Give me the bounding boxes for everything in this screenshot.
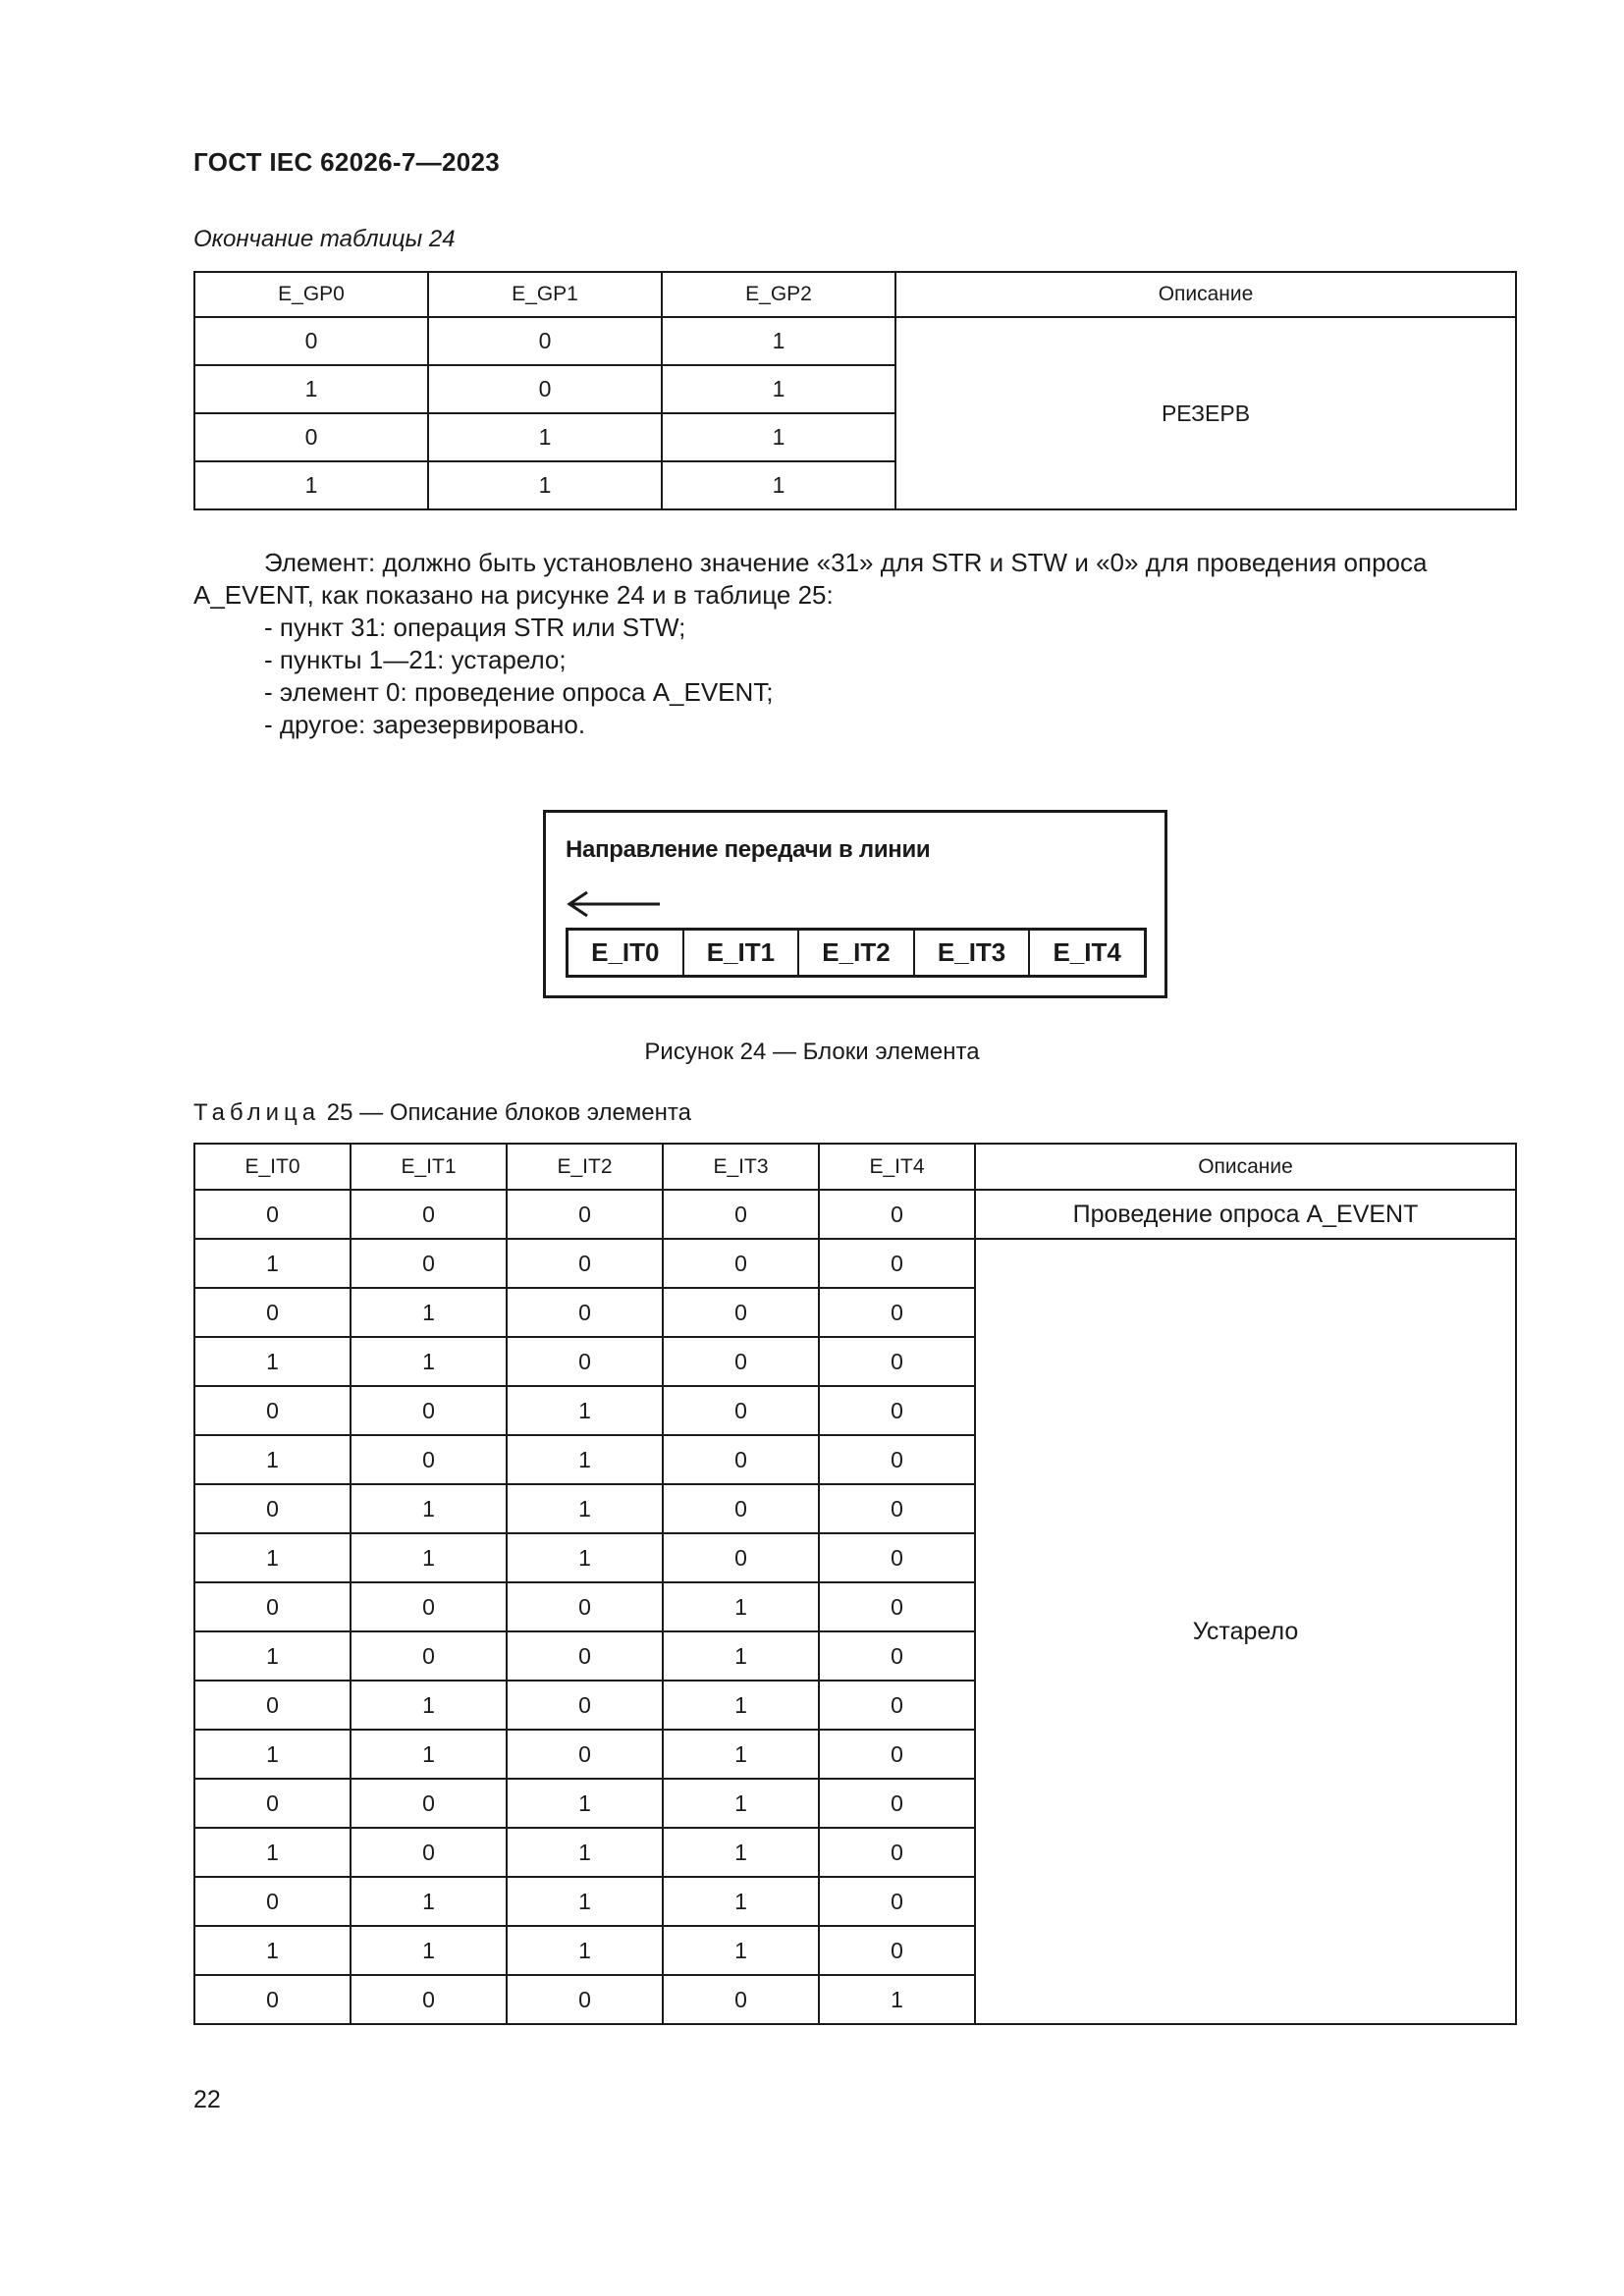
table-25-header-cell: E_IT1 <box>351 1144 507 1190</box>
table-cell: 1 <box>351 1288 507 1337</box>
table-cell: 1 <box>662 461 895 509</box>
table-25-header-cell: E_IT4 <box>819 1144 975 1190</box>
table-row <box>194 1190 1516 1239</box>
table-cell: 0 <box>819 1582 975 1631</box>
table-25-description-cell: Устарело <box>975 1239 1516 2024</box>
figure-24-title: Направление передачи в линии <box>566 836 931 863</box>
table-cell: 0 <box>663 1484 819 1533</box>
table-cell: 1 <box>194 1239 351 1288</box>
left-arrow-icon <box>566 889 664 919</box>
element-block: E_IT1 <box>682 931 798 975</box>
table-25-caption <box>193 1099 691 1127</box>
table-cell: 0 <box>507 1975 663 2024</box>
table-cell: 1 <box>351 1877 507 1926</box>
list-item: - элемент 0: проведение опроса A_EVENT; <box>264 677 774 707</box>
table-cell: 0 <box>194 1582 351 1631</box>
table-cell: 0 <box>194 1190 351 1239</box>
table-cell: 1 <box>663 1877 819 1926</box>
table-24-header-cell: Описание <box>895 272 1516 317</box>
element-block: E_IT2 <box>797 931 913 975</box>
table-cell: 0 <box>194 413 428 461</box>
table-cell: 1 <box>662 413 895 461</box>
table-cell: 0 <box>819 1828 975 1877</box>
table-cell: 1 <box>819 1975 975 2024</box>
table-cell: 1 <box>351 1337 507 1386</box>
table-cell: 0 <box>194 1877 351 1926</box>
table-24-caption: Окончание таблицы 24 <box>193 226 456 252</box>
table-cell: 0 <box>194 1975 351 2024</box>
table-24-header-row <box>194 272 1516 317</box>
table-cell: 0 <box>819 1779 975 1828</box>
list-item: - другое: зарезервировано. <box>264 710 586 739</box>
table-cell: 1 <box>194 1435 351 1484</box>
table-cell: 0 <box>819 1239 975 1288</box>
figure-24-caption: Рисунок 24 — Блоки элемента <box>644 1039 980 1065</box>
table-25-body <box>194 1239 1516 2024</box>
table-cell: 1 <box>507 1877 663 1926</box>
table-cell: 0 <box>819 1926 975 1975</box>
table-cell: 1 <box>507 1484 663 1533</box>
bullet-list <box>193 612 1519 741</box>
table-cell: 1 <box>663 1730 819 1779</box>
table-cell: 0 <box>194 1386 351 1435</box>
table-cell: 0 <box>507 1631 663 1681</box>
table-cell: 1 <box>194 1828 351 1877</box>
table-cell: 0 <box>428 317 662 365</box>
table-25-description-cell: Проведение опроса A_EVENT <box>975 1190 1516 1239</box>
table-cell: 0 <box>819 1631 975 1681</box>
body-text <box>193 547 1519 741</box>
table-cell: 0 <box>351 1190 507 1239</box>
table-25 <box>193 1143 1517 2025</box>
table-cell: 0 <box>663 1975 819 2024</box>
table-cell: 0 <box>819 1877 975 1926</box>
table-25-header-row <box>194 1144 1516 1190</box>
table-cell: 1 <box>507 1828 663 1877</box>
table-cell: 0 <box>507 1681 663 1730</box>
table-25-caption-text: 25 — Описание блоков элемента <box>326 1099 691 1126</box>
table-cell: 0 <box>507 1288 663 1337</box>
list-item: - пункты 1—21: устарело; <box>264 645 567 674</box>
table-cell: 0 <box>351 1582 507 1631</box>
table-cell: 1 <box>663 1582 819 1631</box>
table-cell: 0 <box>507 1730 663 1779</box>
table-cell: 1 <box>663 1779 819 1828</box>
table-24 <box>193 271 1517 510</box>
table-24-header-cell: E_GP2 <box>662 272 895 317</box>
table-cell: 1 <box>507 1435 663 1484</box>
table-cell: 1 <box>662 365 895 413</box>
table-cell: 1 <box>507 1533 663 1582</box>
table-cell: 0 <box>428 365 662 413</box>
table-cell: 1 <box>194 1533 351 1582</box>
table-25-caption-word: Таблица <box>193 1099 321 1126</box>
table-row <box>194 317 1516 365</box>
table-cell: 0 <box>507 1582 663 1631</box>
table-cell: 0 <box>351 1975 507 2024</box>
table-cell: 0 <box>351 1435 507 1484</box>
table-cell: 0 <box>663 1239 819 1288</box>
table-row <box>194 1239 1516 1288</box>
table-cell: 0 <box>194 1288 351 1337</box>
page-number: 22 <box>193 2086 221 2113</box>
table-24-header-cell: E_GP1 <box>428 272 662 317</box>
table-cell: 1 <box>507 1386 663 1435</box>
table-cell: 1 <box>663 1828 819 1877</box>
table-cell: 0 <box>819 1681 975 1730</box>
table-cell: 1 <box>428 413 662 461</box>
table-cell: 0 <box>663 1533 819 1582</box>
table-25-header-cell: E_IT3 <box>663 1144 819 1190</box>
element-block: E_IT4 <box>1028 931 1144 975</box>
table-cell: 0 <box>663 1386 819 1435</box>
table-cell: 0 <box>351 1239 507 1288</box>
element-blocks <box>566 928 1147 978</box>
table-cell: 0 <box>819 1533 975 1582</box>
table-cell: 0 <box>194 317 428 365</box>
element-block: E_IT0 <box>591 937 660 967</box>
table-cell: 0 <box>663 1190 819 1239</box>
table-cell: 0 <box>819 1386 975 1435</box>
list-item: - пункт 31: операция STR или STW; <box>264 613 686 642</box>
table-cell: 1 <box>663 1926 819 1975</box>
table-24-header-cell: E_GP0 <box>194 272 428 317</box>
table-cell: 1 <box>351 1730 507 1779</box>
table-cell: 1 <box>507 1926 663 1975</box>
table-cell: 1 <box>194 365 428 413</box>
table-cell: 1 <box>507 1779 663 1828</box>
table-cell: 0 <box>507 1337 663 1386</box>
table-cell: 0 <box>507 1239 663 1288</box>
element-block: E_IT3 <box>913 931 1029 975</box>
table-cell: 1 <box>351 1484 507 1533</box>
table-cell: 0 <box>819 1190 975 1239</box>
table-cell: 0 <box>663 1435 819 1484</box>
table-cell: 0 <box>194 1681 351 1730</box>
table-cell: 0 <box>351 1779 507 1828</box>
table-cell: 1 <box>662 317 895 365</box>
table-cell: 0 <box>819 1435 975 1484</box>
table-25-header-cell: E_IT0 <box>194 1144 351 1190</box>
table-cell: 1 <box>428 461 662 509</box>
table-cell: 0 <box>351 1386 507 1435</box>
table-cell: 1 <box>194 1631 351 1681</box>
table-cell: 1 <box>194 461 428 509</box>
table-cell: 0 <box>194 1484 351 1533</box>
table-cell: 0 <box>507 1190 663 1239</box>
table-25-header-cell: E_IT2 <box>507 1144 663 1190</box>
table-cell: 0 <box>351 1631 507 1681</box>
table-cell: 1 <box>351 1926 507 1975</box>
table-cell: 0 <box>819 1484 975 1533</box>
table-cell: 1 <box>351 1533 507 1582</box>
document-header: ГОСТ IEC 62026-7—2023 <box>193 147 500 177</box>
table-cell: 0 <box>819 1730 975 1779</box>
table-cell: 0 <box>663 1288 819 1337</box>
table-cell: 0 <box>194 1779 351 1828</box>
table-cell: 0 <box>819 1288 975 1337</box>
table-cell: 0 <box>663 1337 819 1386</box>
table-cell: 1 <box>194 1926 351 1975</box>
table-cell: 1 <box>194 1337 351 1386</box>
table-24-description-cell: РЕЗЕРВ <box>895 317 1516 509</box>
table-cell: 1 <box>194 1730 351 1779</box>
table-cell: 0 <box>819 1337 975 1386</box>
body-paragraph: Элемент: должно быть установлено значение «31» для STR и STW и «0» для проведения опроса A_EVENT, как показано на рисунке 24 и в таблице 25: <box>193 548 1428 610</box>
table-cell: 1 <box>351 1681 507 1730</box>
table-25-header-cell: Описание <box>975 1144 1516 1190</box>
table-cell: 0 <box>351 1828 507 1877</box>
table-cell: 1 <box>663 1681 819 1730</box>
table-cell: 1 <box>663 1631 819 1681</box>
